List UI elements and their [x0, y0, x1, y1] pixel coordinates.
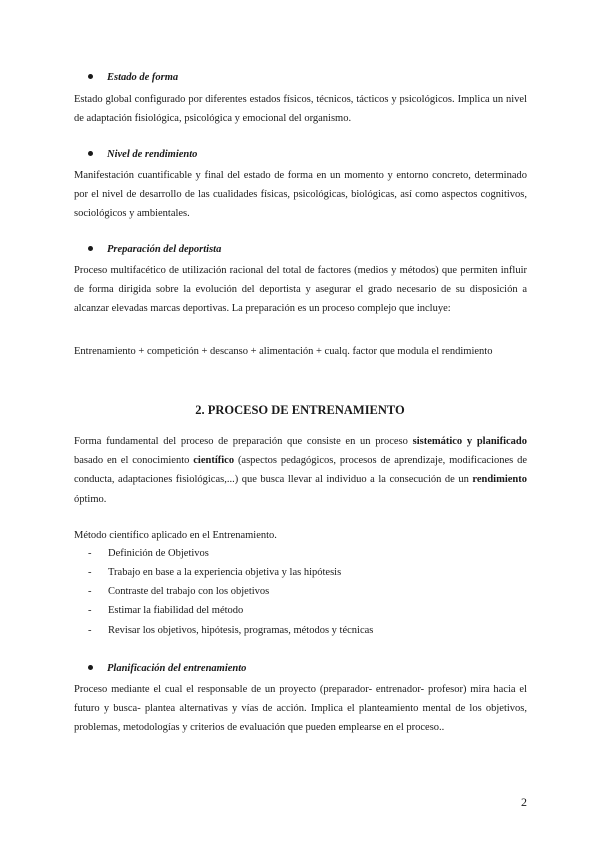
text-run: basado en el conocimiento	[74, 455, 194, 467]
heading-text: Estado de forma	[107, 72, 179, 83]
section-title-proceso: 2. PROCESO DE ENTRENAMIENTO	[195, 403, 405, 417]
paragraph-estado-forma: Estado global configurado por diferentes estados físicos, técnicos, tácticos y psicológicos. Implica un nivel de adaptación fisiológica, psicológica y emocional del organismo.	[74, 94, 527, 125]
heading-nivel-rendimiento	[88, 149, 197, 160]
page-number: 2	[521, 795, 527, 809]
bullet-dot-icon	[88, 665, 93, 670]
heading-text: Planificación del entrenamiento	[107, 663, 247, 674]
paragraph-proceso	[74, 432, 527, 509]
bold-run: científico	[193, 455, 235, 467]
list-item-text: Estimar la fiabilidad del método	[108, 605, 244, 616]
paragraph-nivel-rendimiento: Manifestación cuantificable y final del estado de forma en un momento y entorno concreto, determinado por el nivel de desarrollo de las cualidades físicas, psicológicas, biológicas, así como aspectos cognitivos, sociológicos y ambientales.	[74, 170, 527, 220]
list-item-text: Contraste del trabajo con los objetivos	[108, 586, 270, 597]
heading-estado-forma	[88, 72, 178, 83]
bold-run: rendimiento	[472, 474, 527, 486]
list-item-text: Definición de Objetivos	[108, 548, 209, 559]
list-item	[88, 548, 209, 559]
text-run: (aspectos pedagógicos, procesos de aprendizaje, modificaciones de conducta, adaptaciones fisiológicas,...) que busca llevar al individuo a la consecución de un	[74, 455, 528, 486]
heading-text: Preparación del deportista	[107, 244, 222, 255]
list-item	[88, 605, 243, 616]
bullet-dot-icon	[88, 151, 93, 156]
bold-run: sistemático y planificado	[412, 436, 528, 447]
dash-icon: -	[88, 548, 92, 559]
list-item-text: Revisar los objetivos, hipótesis, programas, métodos y técnicas	[108, 625, 374, 636]
list-item	[88, 567, 341, 578]
text-run: Forma fundamental del proceso de preparación que consiste en un proceso	[74, 436, 413, 447]
dash-icon: -	[88, 625, 92, 636]
list-item	[88, 625, 373, 636]
list-item	[88, 586, 269, 597]
dash-icon: -	[88, 567, 92, 578]
heading-text: Nivel de rendimiento	[107, 149, 198, 160]
text-run: óptimo.	[74, 493, 107, 505]
heading-preparacion	[88, 244, 221, 255]
paragraph-planificacion: Proceso mediante el cual el responsable de un proyecto (preparador- entrenador- profesor) mira hacia el futuro y busca- plantea alternativas y vías de acción. Implica el planteamiento mental de los objetivos, problemas, metodologías y criterios de evaluación que pueden emplearse en el proceso..	[74, 684, 527, 734]
dash-icon: -	[88, 605, 92, 616]
bullet-dot-icon	[88, 246, 93, 251]
metodo-intro: Método científico aplicado en el Entrenamiento.	[74, 530, 277, 541]
bullet-dot-icon	[88, 74, 93, 79]
formula-rendimiento: Entrenamiento + competición + descanso + alimentación + cualq. factor que modula el rendimiento	[74, 346, 493, 357]
dash-icon: -	[88, 586, 92, 597]
paragraph-preparacion: Proceso multifacético de utilización racional del total de factores (medios y métodos) que permiten influir de forma dirigida sobre la evolución del deportista y asegurar el grado necesario de su disposición a alcanzar elevadas marcas deportivas. La preparación es un proceso complejo que incluye:	[74, 265, 527, 315]
list-item-text: Trabajo en base a la experiencia objetiva y las hipótesis	[108, 567, 342, 578]
heading-planificacion	[88, 663, 246, 674]
